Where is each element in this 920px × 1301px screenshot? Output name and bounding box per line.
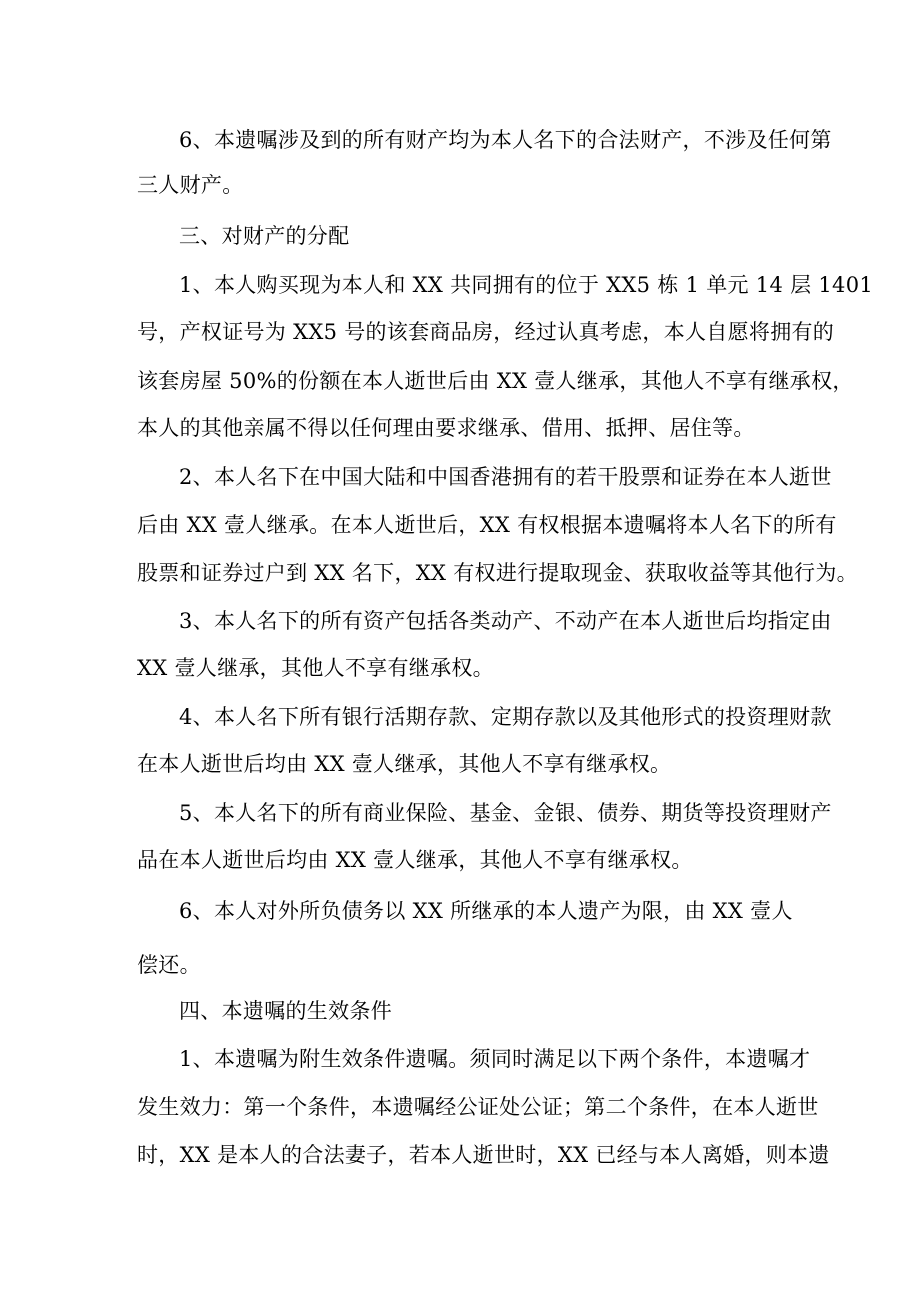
text-line: 2、本人名下在中国大陆和中国香港拥有的若干股票和证券在本人逝世 bbox=[179, 465, 832, 489]
text-line: 本人的其他亲属不得以任何理由要求继承、借用、抵押、居住等。 bbox=[137, 416, 755, 440]
text-line: 1、本遗嘱为附生效条件遗嘱。须同时满足以下两个条件，本遗嘱才 bbox=[179, 1047, 811, 1071]
section-heading: 四、本遗嘱的生效条件 bbox=[179, 999, 392, 1023]
text-line: XX 壹人继承，其他人不享有继承权。 bbox=[137, 656, 494, 680]
text-line: 后由 XX 壹人继承。在本人逝世后，XX 有权根据本遗嘱将本人名下的所有 bbox=[137, 513, 837, 537]
text-line: 品在本人逝世后均由 XX 壹人继承，其他人不享有继承权。 bbox=[137, 848, 693, 872]
text-line: 股票和证券过户到 XX 名下，XX 有权进行提取现金、获取收益等其他行为。 bbox=[137, 561, 858, 585]
section-heading: 三、对财产的分配 bbox=[179, 224, 350, 248]
text-line: 6、本人对外所负债务以 XX 所继承的本人遗产为限，由 XX 壹人 bbox=[179, 899, 793, 923]
text-line: 6、本遗嘱涉及到的所有财产均为本人名下的合法财产，不涉及任何第 bbox=[179, 128, 832, 152]
text-line: 时，XX 是本人的合法妻子，若本人逝世时，XX 已经与本人离婚，则本遗 bbox=[137, 1143, 830, 1167]
text-line: 1、本人购买现为本人和 XX 共同拥有的位于 XX5 栋 1 单元 14 层 1401 bbox=[179, 273, 874, 297]
text-line: 在本人逝世后均由 XX 壹人继承，其他人不享有继承权。 bbox=[137, 752, 672, 776]
text-line: 三人财产。 bbox=[137, 173, 244, 197]
text-line: 偿还。 bbox=[137, 953, 201, 977]
text-line: 5、本人名下的所有商业保险、基金、金银、债券、期货等投资理财产 bbox=[179, 801, 832, 825]
text-line: 该套房屋 50%的份额在本人逝世后由 XX 壹人继承，其他人不享有继承权， bbox=[137, 369, 854, 393]
text-line: 3、本人名下的所有资产包括各类动产、不动产在本人逝世后均指定由 bbox=[179, 609, 832, 633]
text-line: 号，产权证号为 XX5 号的该套商品房，经过认真考虑，本人自愿将拥有的 bbox=[137, 320, 835, 344]
text-line: 4、本人名下所有银行活期存款、定期存款以及其他形式的投资理财款 bbox=[179, 705, 832, 729]
text-line: 发生效力：第一个条件，本遗嘱经公证处公证；第二个条件，在本人逝世 bbox=[137, 1095, 819, 1119]
